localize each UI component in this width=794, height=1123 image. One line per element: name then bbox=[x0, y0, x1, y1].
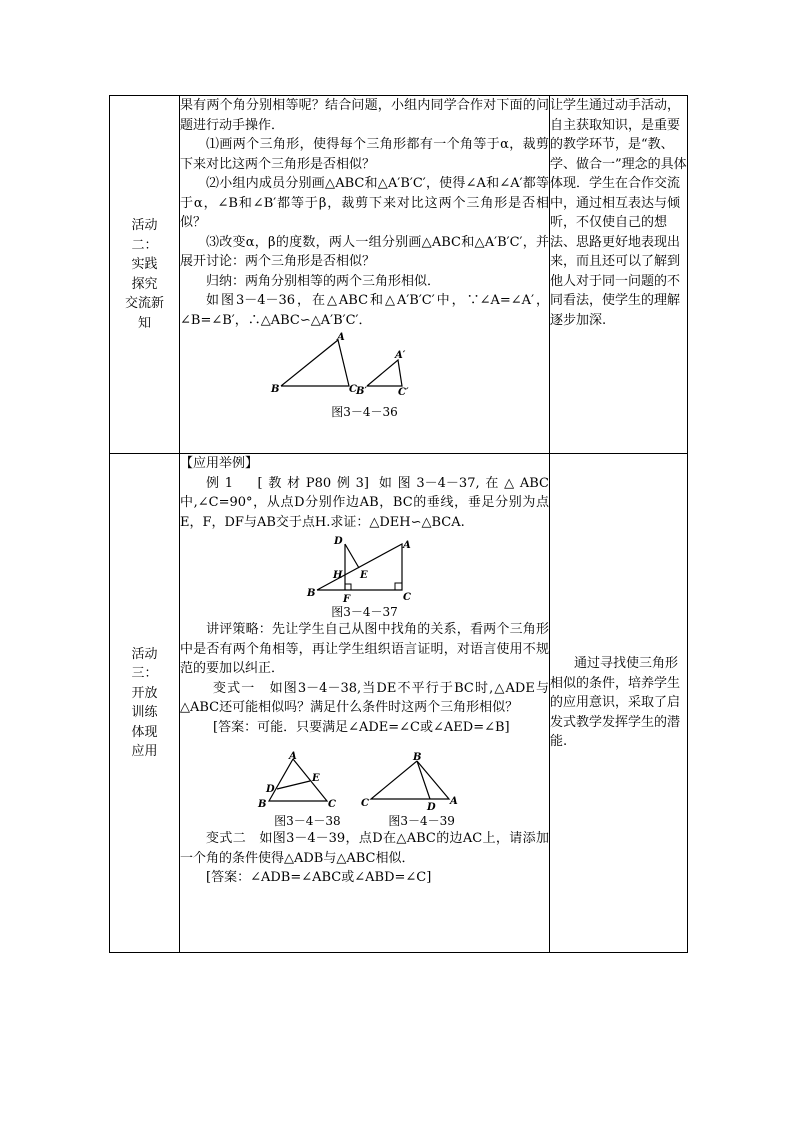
point-label: A′ bbox=[394, 350, 405, 361]
triangle-abc-39 bbox=[371, 761, 449, 799]
right-angle-mark bbox=[345, 584, 351, 590]
point-label: D bbox=[426, 802, 436, 813]
point-label: A bbox=[336, 332, 345, 343]
segment-de bbox=[345, 544, 359, 568]
summary-paragraph: 归纳：两角分别相等的两个三角形相似． bbox=[206, 273, 441, 289]
activity-content bbox=[180, 96, 550, 454]
point-label: B bbox=[306, 588, 315, 599]
paragraph: ⑶改变α，β的度数，两人一组分别画△ABC和△A′B′C′，并展开讨论：两个三角形是否相似？ bbox=[180, 234, 549, 269]
answer-1: [答案：可能．只要满足∠ADE=∠C或∠AED=∠B] bbox=[213, 719, 510, 735]
paragraph: 果有两个角分别相等呢？结合问题，小组内同学合作对下面的问题进行动手操作． bbox=[180, 98, 549, 133]
activity-label bbox=[110, 96, 180, 454]
table-row-activity-2 bbox=[110, 96, 688, 454]
point-label: E bbox=[311, 773, 320, 784]
label-line: 训练 bbox=[131, 705, 158, 720]
design-note bbox=[550, 96, 688, 454]
variant-1: 变式一 如图3－4－38,当DE不平行于BC时,△ADE与△ABC还可能相似吗？满足什么条件时这两个三角形相似？ bbox=[180, 680, 549, 715]
label-line: 实践 bbox=[131, 257, 158, 272]
label-line: 体现 bbox=[131, 724, 158, 740]
lesson-plan-table bbox=[109, 95, 688, 953]
point-label: C bbox=[402, 592, 411, 603]
label-line: 探究 bbox=[131, 276, 158, 292]
point-label: A bbox=[449, 796, 458, 807]
point-label: A bbox=[288, 751, 297, 762]
figure-3-4-36 bbox=[265, 330, 465, 404]
figure-3-4-37 bbox=[305, 532, 425, 604]
figure-caption: 图3－4－38 bbox=[274, 814, 341, 828]
paragraph: ⑵小组内成员分别画△ABC和△A′B′C′，使得∠A和∠A′都等于α，∠B和∠B′都等于β，裁剪下来对比这两个三角形是否相似？ bbox=[180, 176, 549, 230]
label-line: 二： bbox=[131, 237, 158, 253]
activity-label bbox=[110, 454, 180, 953]
right-angle-mark bbox=[395, 583, 402, 590]
design-note bbox=[550, 454, 688, 953]
point-label: F bbox=[342, 594, 350, 604]
activity-content bbox=[180, 454, 550, 953]
paragraph: ⑴画两个三角形，使得每个三角形都有一个角等于α，裁剪下来对比这两个三角形是否相似？ bbox=[180, 137, 549, 172]
point-label: B bbox=[257, 799, 266, 810]
point-label: B bbox=[270, 384, 279, 395]
note-text: 让学生通过动手活动，自主获取知识，是重要的教学环节，是“教、学、做合一”理念的具体体现．学生在合作交流中，通过相互表达与倾听，不仅使自己的想法、思路更好地表现出来，而且还可以了解到他人对于同一问题的不同看法，使学生的理解逐步加深. bbox=[550, 98, 687, 328]
figure-captions bbox=[180, 813, 549, 829]
variant-2: 变式二 如图3－4－39，点D在△ABC的边AC上，请添加一个角的条件使得△ADB与△ABC相似． bbox=[180, 831, 549, 866]
teaching-strategy: 讲评策略：先让学生自己从图中找角的关系，看两个三角形中是否有两个角相等，再让学生组织语言证明，对语言使用不规范的要加以纠正． bbox=[180, 622, 549, 676]
section-heading: 【应用举例】 bbox=[180, 456, 259, 471]
label-line: 活动 bbox=[131, 218, 158, 233]
point-label: A bbox=[402, 540, 411, 551]
triangle-abc bbox=[317, 544, 402, 590]
segment-de bbox=[277, 781, 310, 789]
point-label: C bbox=[360, 798, 369, 809]
point-label: C′ bbox=[397, 387, 409, 398]
point-label: H bbox=[332, 570, 342, 581]
triangle-abc bbox=[281, 340, 349, 386]
point-label: C bbox=[327, 799, 336, 810]
figure-caption: 图3－4－37 bbox=[331, 605, 398, 619]
figure-caption: 图3－4－39 bbox=[388, 814, 455, 828]
point-label: D bbox=[333, 536, 343, 547]
triangle-abc-prime bbox=[367, 360, 402, 386]
figures-3-4-38-and-39 bbox=[255, 751, 475, 813]
note-text: 通过寻找使三角形相似的条件，培养学生的应用意识，采取了启发式教学发挥学生的潜能. bbox=[550, 656, 681, 750]
segment-bd bbox=[417, 761, 430, 799]
paragraph: 如图3－4－36，在△ABC和△A′B′C′中，∵∠A=∠A′，∠B=∠B′，∴△ABC∽△A′B′C′． bbox=[180, 293, 549, 328]
figure-caption: 图3－4－36 bbox=[331, 405, 398, 419]
table-row-activity-3 bbox=[110, 454, 688, 953]
point-label: D bbox=[265, 784, 275, 795]
example-1: 例1 [教材P80例3] 如图3－4－37,在△ABC中,∠C=90°，从点D分别作边AB，BC的垂线，垂足分别为点E，F，DF与AB交于点H.求证：△DEH∽△BCA. bbox=[180, 475, 549, 530]
label-line: 开放 bbox=[131, 685, 158, 701]
point-label: C bbox=[348, 384, 357, 395]
label-line: 应用 bbox=[131, 744, 158, 759]
point-label: E bbox=[359, 570, 368, 581]
answer-2: [答案：∠ADB=∠ABC或∠ABD=∠C] bbox=[206, 870, 432, 885]
label-line: 三： bbox=[131, 666, 158, 681]
label-line: 交流新 bbox=[124, 296, 164, 311]
label-line: 活动 bbox=[131, 646, 158, 662]
point-label: B bbox=[412, 752, 421, 763]
point-label: B′ bbox=[355, 386, 367, 397]
label-line: 知 bbox=[137, 315, 151, 331]
